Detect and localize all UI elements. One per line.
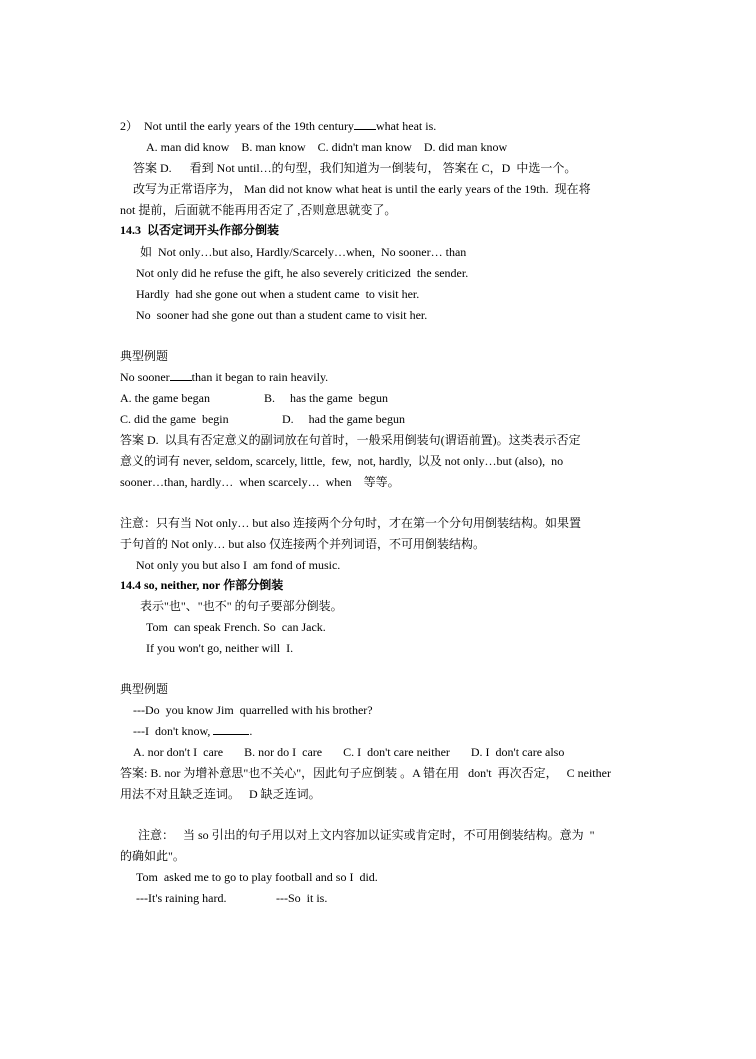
question-2-rewrite-line2: not 提前，后面就不能再用否定了 ,否则意思就变了。 <box>120 203 397 217</box>
note-2-line1: 注意： 当 so 引出的句子用以对上文内容加以证实或肯定时，不可用倒装结构。意为 " <box>138 828 595 842</box>
question-3-option-b: B. has the game begun <box>264 391 388 405</box>
question-3-stem <box>120 369 328 385</box>
question-3-answer-line3: sooner…than, hardly… when scarcely… when 等等。 <box>120 475 400 489</box>
question-4-line2-text: ---I don't know, <box>133 724 211 738</box>
section-heading-14-4 <box>120 577 283 593</box>
question-4-options: A. nor don't I care B. nor do I care C. I don't care neither D. I don't care also <box>133 745 565 759</box>
question-4-line2 <box>133 723 252 739</box>
question-2-stem: 2） Not until the early years of the 19th century <box>120 119 354 133</box>
typical-examples-heading: 典型例题 <box>120 349 169 363</box>
question-4-line2-tail: . <box>249 724 253 738</box>
note-line1: 注意：只有当 Not only… but also 连接两个分句时，才在第一个分句用倒装结构。如果置 <box>120 516 582 530</box>
example-sentence: No sooner had she gone out than a student came to visit her. <box>136 308 428 322</box>
fill-blank <box>170 369 192 381</box>
fill-blank <box>354 118 376 130</box>
question-3-stem-head: No sooner <box>120 370 170 384</box>
note-line2: 于句首的 Not only… but also 仅连接两个并列词语，不可用倒装结构。 <box>120 537 486 551</box>
question-4-answer-line1: 答案: B. nor 为增补意思"也不关心"，因此句子应倒装 。A 错在用 don't 再次否定， C neither <box>120 766 611 780</box>
example-dialogue-a: ---It's raining hard. <box>136 891 227 905</box>
section-heading-14-4-suffix: 作部分倒装 <box>223 578 284 592</box>
example-sentence: If you won't go, neither will I. <box>146 641 294 655</box>
example-sentence: Tom can speak French. So can Jack. <box>146 620 326 634</box>
question-3-option-c: C. did the game begin <box>120 412 229 426</box>
example-sentence: Not only you but also I am fond of music. <box>136 558 341 572</box>
question-2-stem-tail: what heat is. <box>375 119 437 133</box>
fill-blank <box>213 723 249 735</box>
question-3-answer-line1: 答案 D. 以具有否定意义的副词放在句首时，一般采用倒装句(谓语前置)。这类表示否定 <box>120 433 581 447</box>
question-3-answer-line2: 意义的词有 never, seldom, scarcely, little, few, not, hardly, 以及 not only…but (also), no <box>120 454 564 468</box>
question-3-option-a: A. the game began <box>120 391 210 405</box>
question-2-line <box>120 118 436 134</box>
question-4-line1: ---Do you know Jim quarrelled with his brother? <box>133 703 373 717</box>
question-4-answer-line2: 用法不对且缺乏连词。 D 缺乏连词。 <box>120 787 321 801</box>
example-dialogue-b: ---So it is. <box>276 891 328 905</box>
example-sentence: Tom asked me to go to play football and so I did. <box>136 870 378 884</box>
question-3-option-d: D. had the game begun <box>282 412 405 426</box>
note-2-line2: 的确如此"。 <box>120 849 185 863</box>
question-2-rewrite-line1: 改写为正常语序为， Man did not know what heat is until the early years of the 19th. 现在将 <box>133 182 591 196</box>
question-3-stem-tail: than it began to rain heavily. <box>191 370 329 384</box>
question-2-options: A. man did know B. man know C. didn't man know D. did man know <box>146 140 508 154</box>
example-sentence: Not only did he refuse the gift, he also severely criticized the sender. <box>136 266 469 280</box>
typical-examples-heading: 典型例题 <box>120 682 169 696</box>
question-2-answer: 答案 D. 看到 Not until…的句型，我们知道为一倒装句， 答案在 C，D 中选一个。 <box>133 161 577 175</box>
section-14-4-description: 表示"也"、"也不" 的句子要部分倒装。 <box>140 599 343 613</box>
section-14-3-intro: 如 Not only…but also, Hardly/Scarcely…when, No sooner… than <box>140 245 467 259</box>
example-sentence: Hardly had she gone out when a student came to visit her. <box>136 287 420 301</box>
section-heading-14-3: 14.3 以否定词开头作部分倒装 <box>120 223 280 237</box>
section-heading-14-4-main: 14.4 so, neither, nor <box>120 578 221 592</box>
